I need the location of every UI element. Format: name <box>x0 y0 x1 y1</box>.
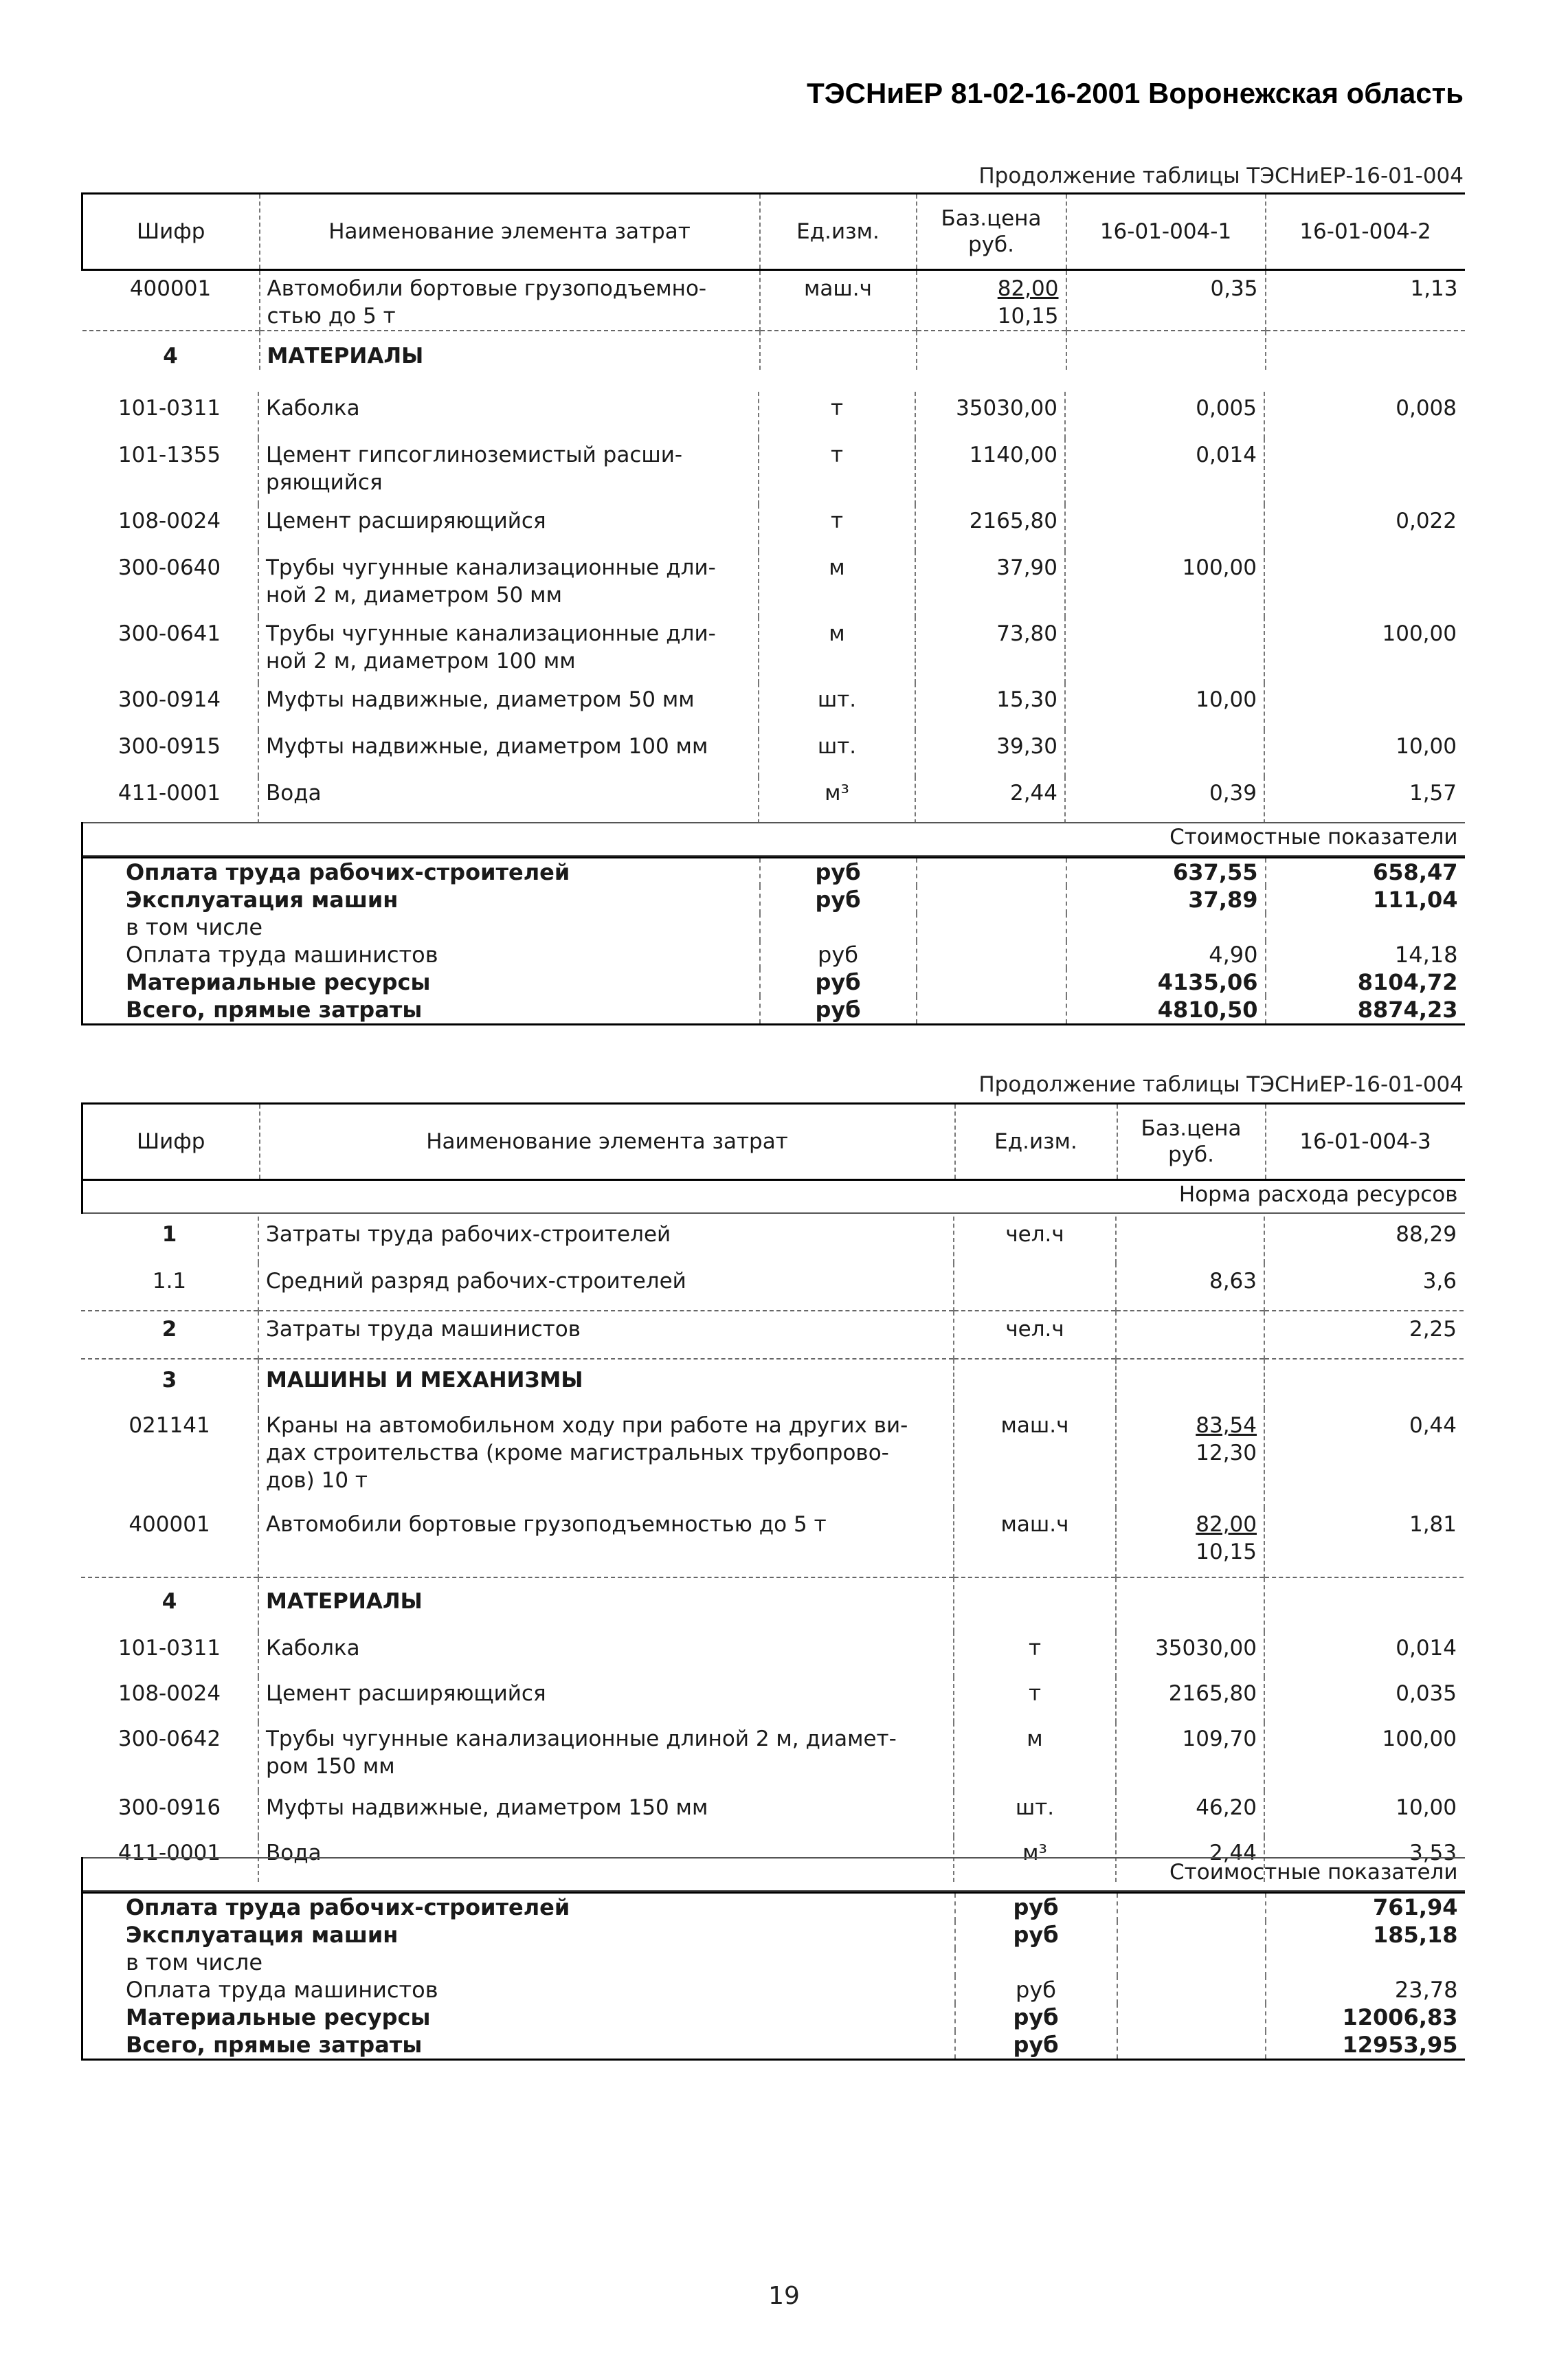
table-row <box>81 551 1464 617</box>
summary-empty <box>917 968 1066 996</box>
cell-empty <box>1116 1359 1264 1409</box>
summary-norm2: 658,47 <box>1266 858 1465 887</box>
row-unit: маш.ч <box>760 270 917 331</box>
summary-row <box>82 2004 1465 2031</box>
row-norm2 <box>1264 551 1464 617</box>
table1-summary <box>81 822 1465 856</box>
summary-norm2: 14,18 <box>1266 941 1465 968</box>
row-norm3: 3,6 <box>1264 1263 1464 1311</box>
col-code-header: Шифр <box>82 194 260 270</box>
summary-norm3: 12953,95 <box>1266 2031 1465 2060</box>
row-norm3: 100,00 <box>1264 1722 1464 1791</box>
summary-row <box>82 996 1465 1025</box>
row-norm3: 2,25 <box>1264 1311 1464 1359</box>
summary-row <box>82 886 1465 913</box>
row-name <box>258 1722 954 1791</box>
row-price: 2165,80 <box>915 504 1065 551</box>
row-norm3: 0,035 <box>1264 1677 1464 1722</box>
price-bottom: 10,15 <box>997 304 1059 329</box>
summary-empty <box>917 913 1066 941</box>
row-norm2: 100,00 <box>1264 617 1464 683</box>
summary-label: Эксплуатация машин <box>82 1921 955 1949</box>
row-norm3: 1,81 <box>1264 1508 1464 1577</box>
summary-unit: руб <box>760 886 917 913</box>
row-code: 108-0024 <box>117 509 221 533</box>
row-code: 101-1355 <box>117 443 221 467</box>
row-price: 2165,80 <box>1116 1677 1264 1722</box>
cell-empty <box>1264 1577 1464 1632</box>
row-code: 411-0001 <box>117 781 221 806</box>
row-norm3: 0,014 <box>1264 1632 1464 1677</box>
row-unit: маш.ч <box>954 1409 1116 1508</box>
col-name-header: Наименование элемента затрат <box>260 1104 955 1180</box>
price-bottom: 12,30 <box>1196 1441 1257 1465</box>
table2-caption: Продолжение таблицы ТЭСНиЕР-16-01-004 <box>978 1072 1464 1097</box>
summary-empty <box>1117 1921 1266 1949</box>
row-name-line: Вода <box>266 781 322 806</box>
summary-label: Оплата труда рабочих-строителей <box>82 1893 955 1922</box>
row-price: 37,90 <box>915 551 1065 617</box>
row-norm3: 10,00 <box>1264 1791 1464 1837</box>
row-unit: т <box>759 439 915 504</box>
summary-norm2 <box>1266 913 1465 941</box>
price-bottom: 10,15 <box>1196 1540 1257 1564</box>
row-name-line: ной 2 м, диаметром 100 мм <box>266 649 576 674</box>
summary-unit <box>760 913 917 941</box>
table1-materials <box>81 392 1464 823</box>
row-name-line: ной 2 м, диаметром 50 мм <box>266 583 562 608</box>
summary-row <box>82 1949 1465 1976</box>
summary-norm1: 637,55 <box>1066 858 1266 887</box>
price-top: 82,00 <box>1196 1512 1257 1537</box>
summary-empty <box>917 858 1066 887</box>
cost-caption-row <box>82 823 1465 856</box>
row-name: Затраты труда машинистов <box>258 1311 954 1359</box>
summary-row <box>82 913 1465 941</box>
row-name-line: Каболка <box>266 1636 360 1661</box>
row-price: 46,20 <box>1116 1791 1264 1837</box>
price-top: 83,54 <box>1196 1413 1257 1438</box>
table-row <box>81 439 1464 504</box>
section-title: МАТЕРИАЛЫ <box>258 1577 954 1632</box>
row-unit: чел.ч <box>954 1217 1116 1263</box>
table-row <box>81 1311 1464 1359</box>
table-row <box>81 1217 1464 1263</box>
row-name-line: ряющийся <box>266 470 383 495</box>
row-price: 35030,00 <box>1116 1632 1264 1677</box>
row-unit: шт. <box>759 683 915 730</box>
summary-norm3: 761,94 <box>1266 1893 1465 1922</box>
summary-norm2: 111,04 <box>1266 886 1465 913</box>
row-norm2: 0,008 <box>1264 392 1464 439</box>
summary-row <box>82 1976 1465 2004</box>
row-norm1: 0,35 <box>1066 270 1266 331</box>
row-price <box>1116 1217 1264 1263</box>
row-name-line: Цемент расширяющийся <box>266 1681 546 1706</box>
col-price-header: Баз.цена руб. <box>917 194 1066 270</box>
row-norm2: 0,022 <box>1264 504 1464 551</box>
summary-unit: руб <box>760 968 917 996</box>
row-unit: м³ <box>954 1837 1116 1882</box>
row-norm1: 10,00 <box>1065 683 1264 730</box>
table-row <box>81 1677 1464 1722</box>
row-name-line: Трубы чугунные канализационные длиной 2 м, диамет- <box>266 1727 897 1751</box>
row-unit: т <box>954 1677 1116 1722</box>
row-norm3: 0,44 <box>1264 1409 1464 1508</box>
summary-unit: руб <box>955 2004 1117 2031</box>
cell-empty <box>1264 1359 1464 1409</box>
row-name <box>258 683 759 730</box>
summary-norm3: 23,78 <box>1266 1976 1465 2004</box>
col-norm1-header: 16-01-004-1 <box>1066 194 1266 270</box>
summary-row <box>82 1921 1465 1949</box>
summary-empty <box>1117 1893 1266 1922</box>
row-norm1: 0,39 <box>1065 777 1264 823</box>
row-code: 400001 <box>129 276 212 301</box>
row-name <box>258 1677 954 1722</box>
summary-row <box>82 2031 1465 2060</box>
row-name <box>258 777 759 823</box>
row-code: 300-0641 <box>117 621 221 646</box>
col-unit-header: Ед.изм. <box>955 1104 1117 1180</box>
table2-rows <box>81 1217 1464 1882</box>
row-name-line: Муфты надвижные, диаметром 50 мм <box>266 687 695 712</box>
row-name-line: Трубы чугунные канализационные дли- <box>266 621 716 646</box>
row-unit: чел.ч <box>954 1311 1116 1359</box>
summary-row <box>82 1893 1465 1922</box>
row-name <box>258 730 759 777</box>
row-name-line: ром 150 мм <box>266 1754 395 1779</box>
norm-caption-row <box>82 1180 1465 1214</box>
summary-label: Оплата труда машинистов <box>82 941 760 968</box>
table-row <box>81 777 1464 823</box>
summary-label: в том числе <box>82 913 760 941</box>
table2-summary <box>81 1857 1465 1892</box>
row-name-line: Каболка <box>266 396 360 421</box>
summary-label: в том числе <box>82 1949 955 1976</box>
table-row <box>81 1508 1464 1577</box>
row-norm1: 100,00 <box>1065 551 1264 617</box>
row-name <box>260 270 760 331</box>
row-price: 35030,00 <box>915 392 1065 439</box>
table1-header-row <box>82 194 1465 270</box>
summary-row <box>82 968 1465 996</box>
row-norm2 <box>1264 683 1464 730</box>
summary-norm1: 4810,50 <box>1066 996 1266 1025</box>
table2 <box>81 1102 1465 1214</box>
summary-label: Всего, прямые затраты <box>82 996 760 1025</box>
table2-header-row <box>82 1104 1465 1180</box>
row-price <box>917 270 1066 331</box>
row-price: 1140,00 <box>915 439 1065 504</box>
row-norm1 <box>1065 617 1264 683</box>
row-norm2: 1,57 <box>1264 777 1464 823</box>
summary-unit: руб <box>955 1921 1117 1949</box>
section-number: 4 <box>82 331 260 370</box>
col-unit-header: Ед.изм. <box>760 194 917 270</box>
row-name <box>258 1791 954 1837</box>
cell-empty <box>1116 1577 1264 1632</box>
row-code: 300-0640 <box>117 555 221 580</box>
row-norm3: 3,53 <box>1264 1837 1464 1882</box>
row-code: 300-0916 <box>117 1795 221 1820</box>
summary-label: Оплата труда рабочих-строителей <box>82 858 760 887</box>
col-name-header: Наименование элемента затрат <box>260 194 760 270</box>
summary-empty <box>1117 1949 1266 1976</box>
row-name <box>258 551 759 617</box>
cost-caption: Стоимостные показатели <box>1066 823 1465 856</box>
page-number: 19 <box>768 2282 800 2310</box>
summary-norm2: 8874,23 <box>1266 996 1465 1025</box>
row-name-line: Цемент расширяющийся <box>266 509 546 533</box>
summary-norm1: 4,90 <box>1066 941 1266 968</box>
row-unit: маш.ч <box>954 1508 1116 1577</box>
table-row <box>82 270 1465 331</box>
col-norm3-header: 16-01-004-3 <box>1266 1104 1465 1180</box>
summary-label: Всего, прямые затраты <box>82 2031 955 2060</box>
document-title: ТЭСНиЕР 81-02-16-2001 Воронежская область <box>807 77 1464 109</box>
row-name-line: стью до 5 т <box>267 304 396 329</box>
row-name-line: Краны на автомобильном ходу при работе на других ви- <box>266 1413 908 1438</box>
row-price <box>1116 1508 1264 1577</box>
summary-unit: руб <box>955 2031 1117 2060</box>
row-norm2: 10,00 <box>1264 730 1464 777</box>
row-name-line: Муфты надвижные, диаметром 100 мм <box>266 734 708 759</box>
row-code: 300-0914 <box>117 687 221 712</box>
row-price: 39,30 <box>915 730 1065 777</box>
row-unit: м <box>759 551 915 617</box>
summary-label: Материальные ресурсы <box>82 968 760 996</box>
row-name: Затраты труда рабочих-строителей <box>258 1217 954 1263</box>
row-name-line: Цемент гипсоглиноземистый расши- <box>266 443 683 467</box>
row-norm1: 0,014 <box>1065 439 1264 504</box>
row-name-line: Автомобили бортовые грузоподъемностью до 5 т <box>266 1512 827 1537</box>
row-name <box>258 1409 954 1508</box>
summary-row <box>82 941 1465 968</box>
summary-unit: руб <box>955 1893 1117 1922</box>
section-row <box>82 331 1465 370</box>
row-code: 300-0915 <box>117 734 221 759</box>
section-row <box>81 1577 1464 1632</box>
row-price <box>1116 1409 1264 1508</box>
cell-empty <box>954 1359 1116 1409</box>
row-name-line: дов) 10 т <box>266 1468 368 1493</box>
section-row <box>81 1359 1464 1409</box>
summary-norm1: 4135,06 <box>1066 968 1266 996</box>
cell-empty <box>954 1577 1116 1632</box>
row-price: 2,44 <box>1116 1837 1264 1882</box>
summary-unit: руб <box>760 996 917 1025</box>
row-code: 1 <box>161 1222 177 1247</box>
section-number: 3 <box>81 1359 258 1409</box>
row-name <box>258 439 759 504</box>
row-norm1 <box>1065 504 1264 551</box>
table-row <box>81 683 1464 730</box>
row-unit: т <box>954 1632 1116 1677</box>
table1 <box>81 192 1465 370</box>
summary-empty <box>917 996 1066 1025</box>
summary-norm3: 185,18 <box>1266 1921 1465 1949</box>
table-row <box>81 730 1464 777</box>
row-code: 108-0024 <box>117 1681 221 1706</box>
summary-empty <box>1117 2031 1266 2060</box>
row-norm2 <box>1264 439 1464 504</box>
row-name-line: Трубы чугунные канализационные дли- <box>266 555 716 580</box>
section-title: МАТЕРИАЛЫ <box>260 331 760 370</box>
row-code: 2 <box>81 1311 258 1359</box>
table-row <box>81 504 1464 551</box>
row-code: 101-0311 <box>117 396 221 421</box>
table2-summary-rows <box>81 1892 1465 2061</box>
row-price: 73,80 <box>915 617 1065 683</box>
summary-unit: руб <box>760 941 917 968</box>
row-code: 300-0642 <box>117 1727 221 1751</box>
cost-caption-row <box>82 1858 1465 1891</box>
price-top: 82,00 <box>997 276 1059 301</box>
row-code: 101-0311 <box>117 1636 221 1661</box>
row-price: 2,44 <box>915 777 1065 823</box>
summary-empty <box>917 941 1066 968</box>
summary-unit: руб <box>760 858 917 887</box>
row-price: 15,30 <box>915 683 1065 730</box>
table-row <box>81 1263 1464 1311</box>
table-row <box>81 1409 1464 1508</box>
row-price: 8,63 <box>1116 1263 1264 1311</box>
row-unit: т <box>759 504 915 551</box>
row-name <box>258 504 759 551</box>
row-unit: м³ <box>759 777 915 823</box>
summary-empty <box>1117 2004 1266 2031</box>
table-row <box>81 1722 1464 1791</box>
summary-norm1: 37,89 <box>1066 886 1266 913</box>
summary-norm3 <box>1266 1949 1465 1976</box>
row-unit: м <box>954 1722 1116 1791</box>
row-name-line: Автомобили бортовые грузоподъемно- <box>267 276 707 301</box>
row-name <box>258 392 759 439</box>
row-unit: шт. <box>759 730 915 777</box>
summary-label: Материальные ресурсы <box>82 2004 955 2031</box>
row-code: 021141 <box>128 1413 210 1438</box>
summary-label: Эксплуатация машин <box>82 886 760 913</box>
norm-caption: Норма расхода ресурсов <box>1117 1180 1465 1214</box>
row-code: 411-0001 <box>117 1841 221 1865</box>
row-name <box>258 1632 954 1677</box>
col-norm2-header: 16-01-004-2 <box>1266 194 1465 270</box>
row-norm1 <box>1065 730 1264 777</box>
row-price <box>1116 1311 1264 1359</box>
table-row <box>81 1632 1464 1677</box>
table-row <box>81 1791 1464 1837</box>
row-name-line: Вода <box>266 1841 322 1865</box>
summary-unit <box>955 1949 1117 1976</box>
row-norm1: 0,005 <box>1065 392 1264 439</box>
row-name-line: дах строительства (кроме магистральных трубопрово- <box>266 1441 889 1465</box>
cost-caption: Стоимостные показатели <box>1117 1858 1465 1891</box>
section-title: МАШИНЫ И МЕХАНИЗМЫ <box>258 1359 954 1409</box>
row-code: 1.1 <box>152 1269 187 1294</box>
summary-row <box>82 858 1465 887</box>
table1-caption: Продолжение таблицы ТЭСНиЕР-16-01-004 <box>978 164 1464 188</box>
row-unit: т <box>759 392 915 439</box>
row-name-line: Муфты надвижные, диаметром 150 мм <box>266 1795 708 1820</box>
row-norm2: 1,13 <box>1266 270 1465 331</box>
section-number: 4 <box>81 1577 258 1632</box>
summary-norm2: 8104,72 <box>1266 968 1465 996</box>
row-name <box>258 617 759 683</box>
row-unit <box>954 1263 1116 1311</box>
row-unit: м <box>759 617 915 683</box>
table-row <box>81 617 1464 683</box>
row-name: Средний разряд рабочих-строителей <box>258 1263 954 1311</box>
summary-norm3: 12006,83 <box>1266 2004 1465 2031</box>
summary-norm1 <box>1066 913 1266 941</box>
summary-empty <box>1117 1976 1266 2004</box>
row-unit: шт. <box>954 1791 1116 1837</box>
summary-label: Оплата труда машинистов <box>82 1976 955 2004</box>
table1-summary-rows <box>81 856 1465 1025</box>
col-code-header: Шифр <box>82 1104 260 1180</box>
summary-empty <box>917 886 1066 913</box>
col-price-header: Баз.цена руб. <box>1117 1104 1266 1180</box>
row-code: 400001 <box>128 1512 210 1537</box>
row-norm3: 88,29 <box>1264 1217 1464 1263</box>
row-name <box>258 1508 954 1577</box>
row-price: 109,70 <box>1116 1722 1264 1791</box>
summary-unit: руб <box>955 1976 1117 2004</box>
table-row <box>81 392 1464 439</box>
